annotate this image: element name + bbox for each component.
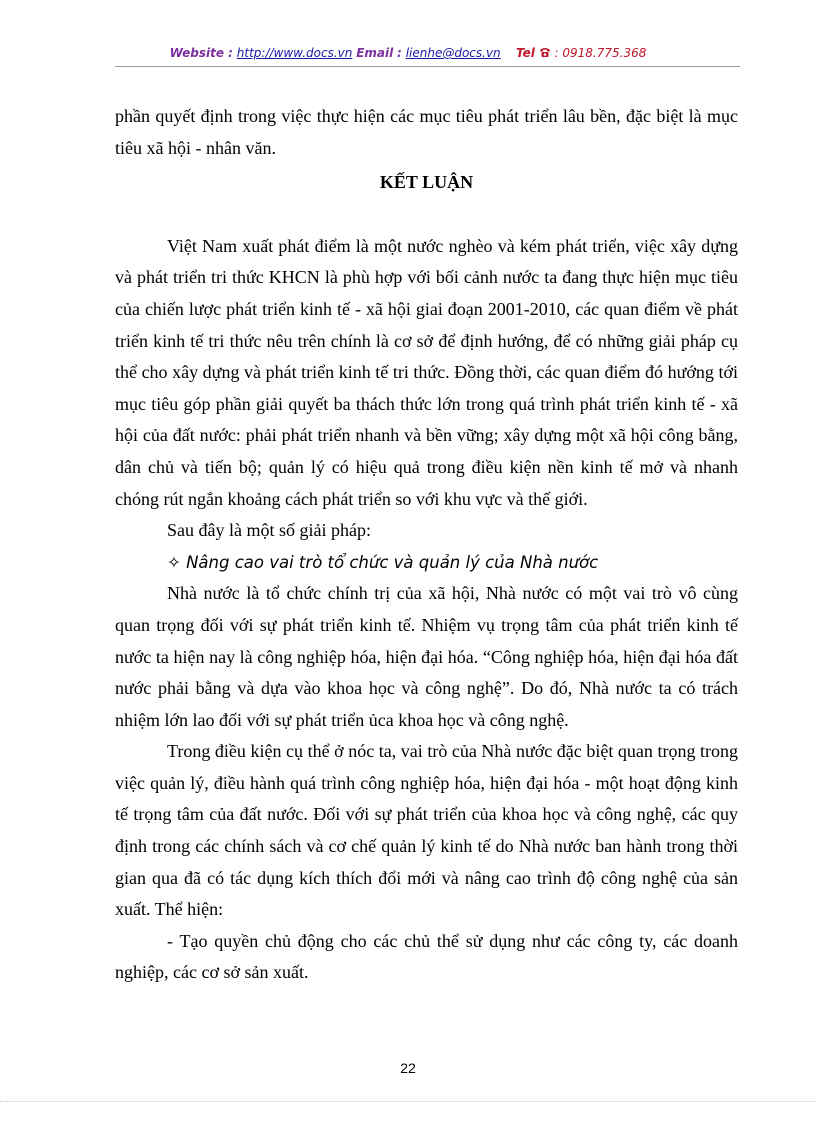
- page-number: 22: [400, 1060, 416, 1076]
- telephone-icon: [539, 46, 555, 60]
- email-link[interactable]: lienhe@docs.vn: [405, 46, 501, 60]
- tel-label: Tel: [515, 46, 535, 60]
- header-divider: [115, 66, 740, 67]
- paragraph-solutions-intro: Sau đây là một số giải pháp:: [167, 520, 371, 541]
- tel-number: : 0918.775.368: [554, 46, 647, 60]
- email-label: Email: [356, 46, 394, 60]
- section-heading: KẾT LUẬN: [379, 172, 474, 193]
- website-link[interactable]: http://www.docs.vn: [236, 46, 353, 60]
- page-header: [0, 46, 816, 60]
- paragraph-state-role: Nhà nước là tổ chức chính trị của xã hội, Nhà nước có một vai trò vô cùng quan trọng đối với sự phát triển kinh tế. Nhiệm vụ trọng tâm của phát triển kinh tế nước ta hiện nay là công nghiệp hóa, hiện đại hóa. “Công nghiệp hóa, hiện đại hóa đất nước phải bằng và dựa vào khoa học và công nghệ”. Do đó, Nhà nước ta có trách nhiệm lớn lao đối với sự phát triển ủca khoa học và công nghệ.: [115, 583, 738, 730]
- paragraph-intro: Việt Nam xuất phát điểm là một nước nghèo và kém phát triển, việc xây dựng và phát triển tri thức KHCN là phù hợp với bối cảnh nước ta đang thực hiện mục tiêu của chiến lược phát triển kinh tế - xã hội giai đoạn 2001-2010, các quan điểm về phát triển kinh tế tri thức nêu trên chính là cơ sở để định hướng, để có những giải pháp cụ thể cho xây dựng và phát triển kinh tế tri thức. Đồng thời, các quan điểm đó hướng tới mục tiêu góp phần giải quyết ba thách thức lớn trong quá trình phát triển kinh tế - xã hội của đất nước: phải phát triển nhanh và bền vững; xây dựng một xã hội công bằng, dân chủ và tiến bộ; quản lý có hiệu quả trong điều kiện nền kinh tế mở và nhanh chóng rút ngắn khoảng cách phát triển so với khu vực và thế giới.: [115, 235, 738, 509]
- paragraph-continuation: phần quyết định trong việc thực hiện các mục tiêu phát triển lâu bền, đặc biệt là mục tiêu xã hội - nhân văn.: [115, 106, 738, 158]
- email-separator: :: [397, 46, 402, 60]
- website-label: Website :: [169, 46, 233, 60]
- subsection-heading: [115, 547, 738, 579]
- document-body: [115, 101, 738, 989]
- footer-divider: [0, 1101, 816, 1102]
- paragraph-conditions: Trong điều kiện cụ thể ở nóc ta, vai trò của Nhà nước đặc biệt quan trọng trong việc quản lý, điều hành quá trình công nghiệp hóa, hiện đại hóa - một hoạt động kinh tế trọng tâm của đất nước. Đối với sự phát triển của khoa học và công nghệ, các quy định trong các chính sách và cơ chế quản lý kinh tế do Nhà nước ban hành trong thời gian qua đã có tác dụng kích thích đổi mới và nâng cao trình độ công nghệ của sản xuất. Thể hiện:: [115, 741, 738, 920]
- paragraph-list-item: - Tạo quyền chủ động cho các chủ thể sử dụng như các công ty, các doanh nghiệp, các cơ sở sản xuất.: [115, 930, 738, 983]
- star-bullet-icon: ✧: [167, 552, 181, 572]
- subsection-heading-text: Nâng cao vai trò tổ chức và quản lý của Nhà nước: [186, 552, 599, 572]
